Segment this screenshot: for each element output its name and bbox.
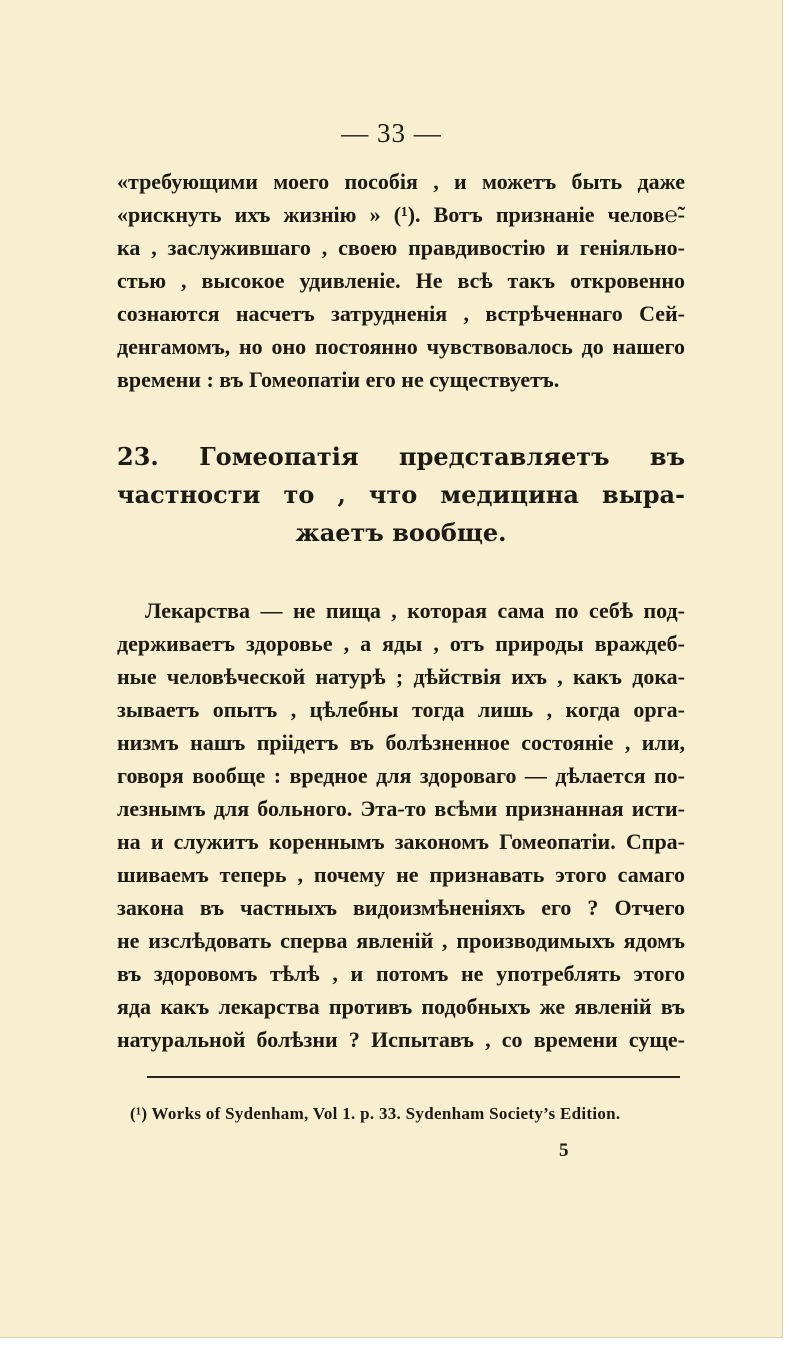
footnote-divider — [147, 1076, 680, 1078]
text-line: «рискнуть ихъ жизнію » (¹). Вотъ признаніе челов℮̃- — [117, 202, 685, 227]
text-line: лезнымъ для больного. Эта-то всѣми признанная исти- — [117, 796, 685, 821]
heading-line: жаетъ вообще. — [295, 518, 507, 547]
section-heading — [117, 438, 685, 552]
text-line: денгамомъ, но оно постоянно чувствовалось до нашего — [117, 334, 685, 359]
text-line: ка , заслужившаго , своею правдивостію и геніяльно- — [117, 235, 685, 260]
text-line: натуральной болѣзни ? Испытавъ , со времени суще- — [117, 1027, 685, 1052]
text-line: яда какъ лекарства противъ подобныхъ же явленій въ — [117, 994, 685, 1019]
text-line: времени : въ Гомеопатіи его не существуетъ. — [117, 367, 560, 392]
text-line: не изслѣдовать сперва явленій , производимыхъ ядомъ — [117, 928, 685, 953]
heading-line: частности то , что медицина выра- — [117, 480, 685, 509]
text-line: въ здоровомъ тѣлѣ , и потомъ не употреблять этого — [117, 961, 685, 986]
signature-mark: 5 — [559, 1140, 569, 1161]
text-line: Лекарства — не пища , которая сама по себѣ под- — [145, 598, 685, 623]
text-line: шиваемъ теперь , почему не признавать этого самаго — [117, 862, 685, 887]
text-line: держиваетъ здоровье , а яды , отъ природы враждеб- — [117, 631, 685, 656]
text-line: ные человѣческой натурѣ ; дѣйствія ихъ , какъ дока- — [117, 664, 685, 689]
text-line: стью , высокое удивленіе. Не всѣ такъ откровенно — [117, 268, 685, 293]
section-paragraph — [117, 594, 685, 1056]
page-number: — 33 — — [341, 118, 442, 148]
paragraph-continuation — [117, 165, 685, 396]
text-line: на и служитъ кореннымъ закономъ Гомеопатіи. Спра- — [117, 829, 685, 854]
heading-line: 23. Гомеопатія представляетъ въ — [117, 442, 685, 471]
text-line: низмъ нашъ пріідетъ въ болѣзненное состояніе , или, — [117, 730, 685, 755]
text-line: говоря вообще : вредное для здороваго — дѣлается по- — [117, 763, 685, 788]
text-line: сознаются насчетъ затрудненія , встрѣченнаго Сей- — [117, 301, 685, 326]
text-line: закона въ частныхъ видоизмѣненіяхъ его ? Отчего — [117, 895, 685, 920]
footnote: (¹) Works of Sydenham, Vol 1. p. 33. Sydenham Society’s Edition. — [130, 1104, 621, 1123]
text-line: зываетъ опытъ , цѣлебны тогда лишь , когда орга- — [117, 697, 685, 722]
text-line: «требующими моего пособія , и можетъ быть даже — [117, 169, 685, 194]
